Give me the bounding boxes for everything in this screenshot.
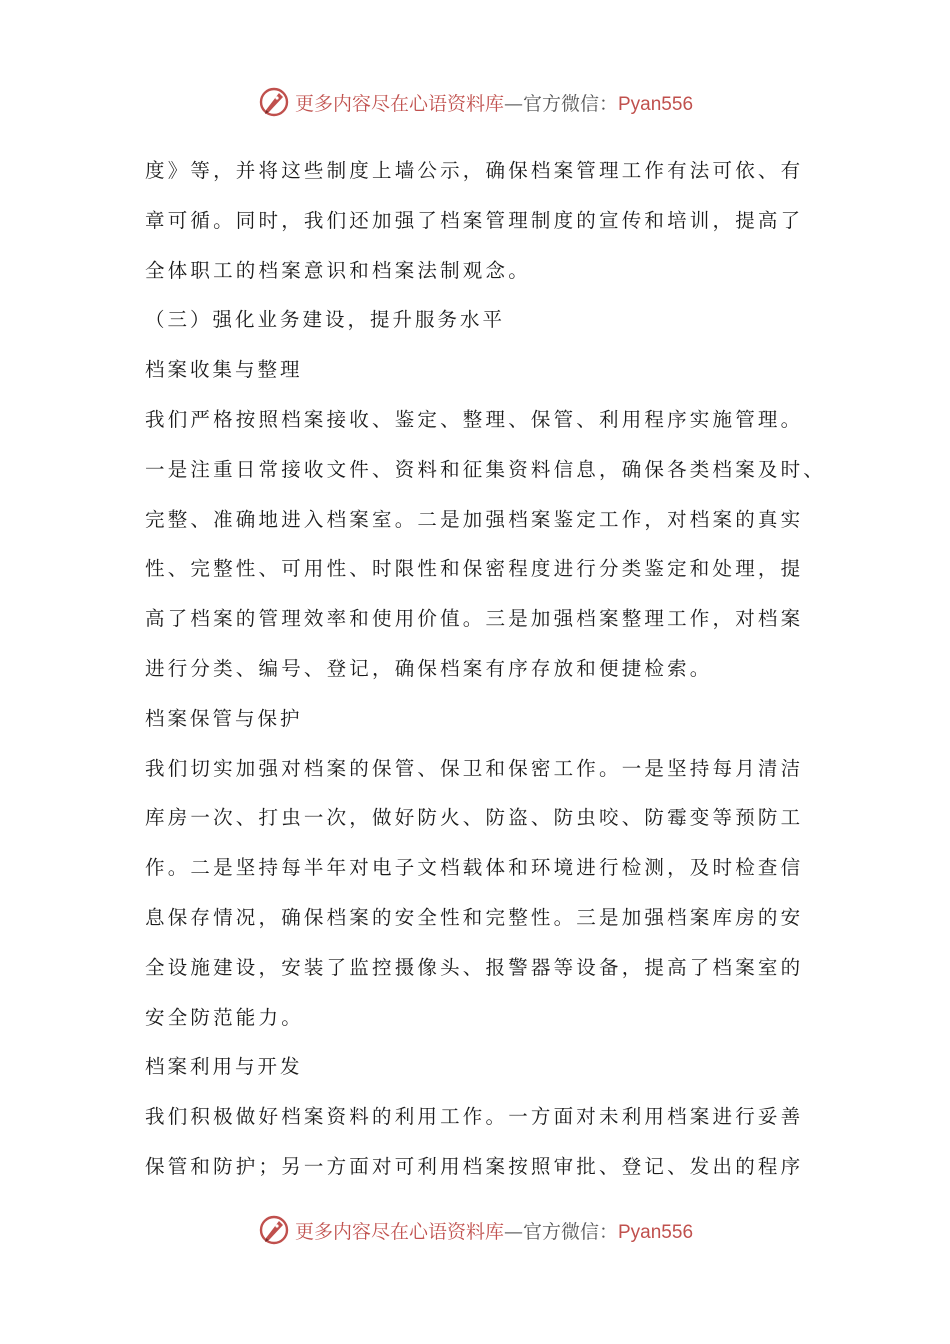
section-heading: （三）强化业务建设，提升服务水平 (145, 308, 506, 332)
banner-dash: — (503, 1220, 523, 1243)
body-line: 全体职工的档案意识和档案法制观念。 (145, 258, 531, 282)
body-line: 库房一次、打虫一次，做好防火、防盗、防虫咬、防霉变等预防工 (145, 806, 804, 830)
banner-text (295, 89, 693, 116)
subsection-heading: 档案利用与开发 (145, 1055, 303, 1079)
body-line: 度》等，并将这些制度上墙公示，确保档案管理工作有法可依、有 (145, 159, 804, 182)
body-line: 进行分类、编号、登记，确保档案有序存放和便捷检索。 (145, 656, 713, 680)
body-line: 完整、准确地进入档案室。二是加强档案鉴定工作，对档案的真实 (145, 507, 804, 531)
pen-nib-logo-icon (257, 1213, 291, 1247)
body-line: 一是注重日常接收文件、资料和征集资料信息，确保各类档案及时、 (145, 457, 827, 481)
banner-main-text: 更多内容尽在心语资料库 (294, 92, 504, 115)
banner-main-text: 更多内容尽在心语资料库 (294, 1220, 504, 1243)
banner-text (295, 1217, 693, 1244)
banner-sub-text: 官方微信： (522, 92, 618, 115)
pen-nib-logo-icon (257, 85, 291, 119)
body-line: 安全防范能力。 (145, 1005, 304, 1029)
body-line: 我们积极做好档案资料的利用工作。一方面对未利用档案进行妥善 (145, 1105, 804, 1129)
banner-wechat-id: Pyan556 (618, 93, 694, 115)
body-line: 高了档案的管理效率和使用价值。三是加强档案整理工作，对档案 (145, 607, 804, 631)
body-line: 息保存情况，确保档案的安全性和完整性。三是加强档案库房的安 (145, 905, 804, 929)
document-body (145, 146, 825, 1192)
subsection-heading: 档案保管与保护 (145, 706, 303, 730)
banner-dash: — (503, 92, 523, 115)
body-line: 我们严格按照档案接收、鉴定、整理、保管、利用程序实施管理。 (145, 407, 804, 431)
body-line: 章可循。同时，我们还加强了档案管理制度的宣传和培训，提高了 (145, 208, 804, 232)
body-line: 我们切实加强对档案的保管、保卫和保密工作。一是坚持每月清洁 (145, 756, 804, 780)
body-line: 保管和防护；另一方面对可利用档案按照审批、登记、发出的程序 (145, 1154, 804, 1178)
banner-wechat-id: Pyan556 (618, 1221, 694, 1243)
header-banner (0, 80, 950, 124)
subsection-heading: 档案收集与整理 (145, 358, 303, 382)
banner-sub-text: 官方微信： (522, 1220, 618, 1243)
body-line: 全设施建设，安装了监控摄像头、报警器等设备，提高了档案室的 (145, 955, 804, 979)
footer-banner (0, 1208, 950, 1252)
body-line: 作。二是坚持每半年对电子文档载体和环境进行检测，及时检查信 (145, 856, 804, 880)
body-line: 性、完整性、可用性、时限性和保密程度进行分类鉴定和处理，提 (145, 557, 804, 581)
